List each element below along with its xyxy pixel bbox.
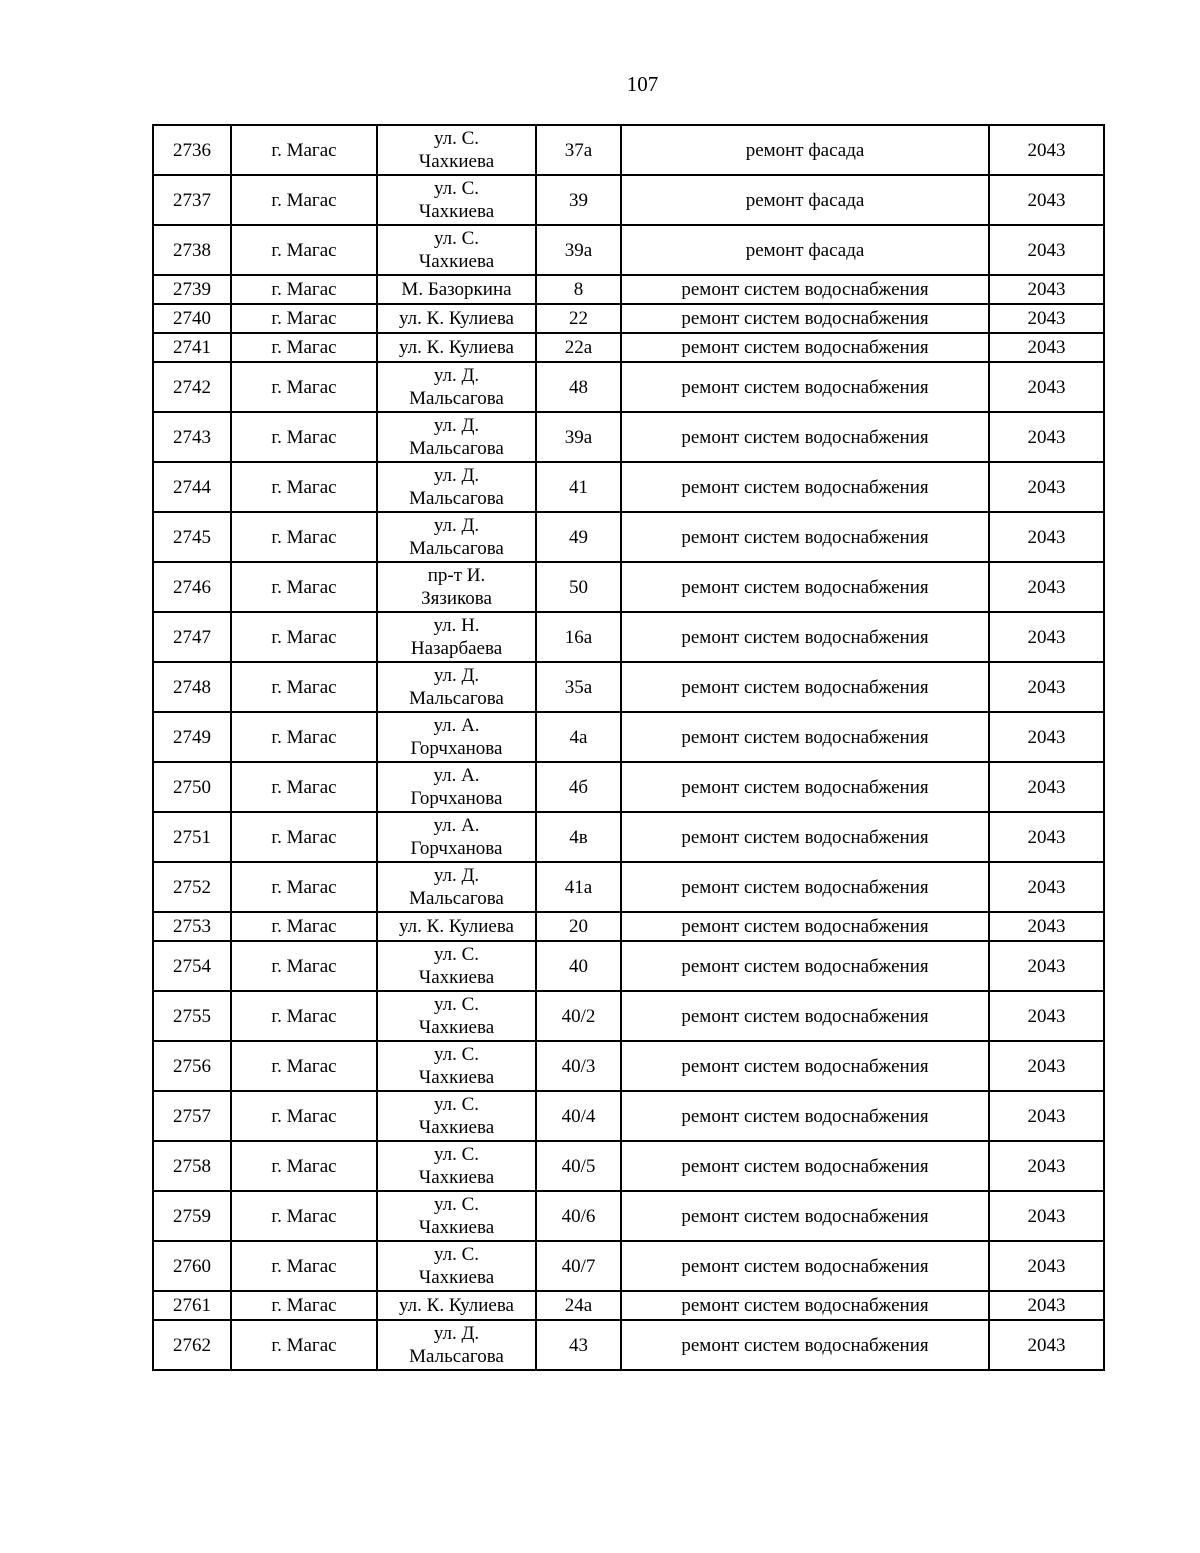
house-number-cell: 50 bbox=[536, 562, 621, 612]
table-row bbox=[153, 1241, 1104, 1291]
work-type-cell: ремонт фасада bbox=[621, 125, 989, 175]
year-cell: 2043 bbox=[989, 362, 1104, 412]
year-cell: 2043 bbox=[989, 175, 1104, 225]
house-number-cell: 40/2 bbox=[536, 991, 621, 1041]
year-cell: 2043 bbox=[989, 1191, 1104, 1241]
row-number-cell: 2748 bbox=[153, 662, 231, 712]
row-number-cell: 2761 bbox=[153, 1291, 231, 1320]
city-cell: г. Магас bbox=[231, 812, 377, 862]
page-number: 107 bbox=[626, 72, 659, 96]
street-cell: М. Базоркина bbox=[377, 275, 536, 304]
year-cell: 2043 bbox=[989, 125, 1104, 175]
house-number-cell: 8 bbox=[536, 275, 621, 304]
city-cell: г. Магас bbox=[231, 562, 377, 612]
year-cell: 2043 bbox=[989, 912, 1104, 941]
street-cell: ул. К. Кулиева bbox=[377, 1291, 536, 1320]
work-type-cell: ремонт фасада bbox=[621, 175, 989, 225]
house-number-cell: 39а bbox=[536, 225, 621, 275]
row-number-cell: 2754 bbox=[153, 941, 231, 991]
city-cell: г. Магас bbox=[231, 175, 377, 225]
work-type-cell: ремонт систем водоснабжения bbox=[621, 412, 989, 462]
row-number-cell: 2757 bbox=[153, 1091, 231, 1141]
row-number-cell: 2759 bbox=[153, 1191, 231, 1241]
street-cell: ул. Д. Мальсагова bbox=[377, 412, 536, 462]
city-cell: г. Магас bbox=[231, 762, 377, 812]
row-number-cell: 2743 bbox=[153, 412, 231, 462]
city-cell: г. Магас bbox=[231, 1291, 377, 1320]
work-type-cell: ремонт систем водоснабжения bbox=[621, 1191, 989, 1241]
table-row bbox=[153, 333, 1104, 362]
table-row bbox=[153, 512, 1104, 562]
house-number-cell: 40 bbox=[536, 941, 621, 991]
year-cell: 2043 bbox=[989, 1320, 1104, 1370]
street-cell: ул. К. Кулиева bbox=[377, 333, 536, 362]
street-cell: ул. Д. Мальсагова bbox=[377, 462, 536, 512]
street-cell: ул. Д. Мальсагова bbox=[377, 862, 536, 912]
work-type-cell: ремонт систем водоснабжения bbox=[621, 275, 989, 304]
row-number-cell: 2753 bbox=[153, 912, 231, 941]
work-type-cell: ремонт систем водоснабжения bbox=[621, 941, 989, 991]
year-cell: 2043 bbox=[989, 412, 1104, 462]
house-number-cell: 48 bbox=[536, 362, 621, 412]
work-type-cell: ремонт систем водоснабжения bbox=[621, 812, 989, 862]
city-cell: г. Магас bbox=[231, 941, 377, 991]
year-cell: 2043 bbox=[989, 762, 1104, 812]
street-cell: пр-т И. Зязикова bbox=[377, 562, 536, 612]
city-cell: г. Магас bbox=[231, 612, 377, 662]
year-cell: 2043 bbox=[989, 862, 1104, 912]
table-row bbox=[153, 1291, 1104, 1320]
house-number-cell: 40/7 bbox=[536, 1241, 621, 1291]
work-type-cell: ремонт систем водоснабжения bbox=[621, 1241, 989, 1291]
street-cell: ул. С. Чахкиева bbox=[377, 991, 536, 1041]
row-number-cell: 2755 bbox=[153, 991, 231, 1041]
city-cell: г. Магас bbox=[231, 1191, 377, 1241]
street-cell: ул. С. Чахкиева bbox=[377, 941, 536, 991]
house-number-cell: 20 bbox=[536, 912, 621, 941]
table-row bbox=[153, 175, 1104, 225]
table-row bbox=[153, 412, 1104, 462]
row-number-cell: 2760 bbox=[153, 1241, 231, 1291]
row-number-cell: 2750 bbox=[153, 762, 231, 812]
house-number-cell: 4б bbox=[536, 762, 621, 812]
year-cell: 2043 bbox=[989, 275, 1104, 304]
table-row bbox=[153, 712, 1104, 762]
year-cell: 2043 bbox=[989, 812, 1104, 862]
city-cell: г. Магас bbox=[231, 225, 377, 275]
house-number-cell: 35а bbox=[536, 662, 621, 712]
table-row bbox=[153, 125, 1104, 175]
year-cell: 2043 bbox=[989, 991, 1104, 1041]
street-cell: ул. С. Чахкиева bbox=[377, 225, 536, 275]
year-cell: 2043 bbox=[989, 225, 1104, 275]
street-cell: ул. Д. Мальсагова bbox=[377, 1320, 536, 1370]
row-number-cell: 2742 bbox=[153, 362, 231, 412]
year-cell: 2043 bbox=[989, 1091, 1104, 1141]
street-cell: ул. Д. Мальсагова bbox=[377, 512, 536, 562]
table-row bbox=[153, 275, 1104, 304]
row-number-cell: 2736 bbox=[153, 125, 231, 175]
row-number-cell: 2738 bbox=[153, 225, 231, 275]
year-cell: 2043 bbox=[989, 1291, 1104, 1320]
row-number-cell: 2741 bbox=[153, 333, 231, 362]
row-number-cell: 2758 bbox=[153, 1141, 231, 1191]
table-row bbox=[153, 1141, 1104, 1191]
street-cell: ул. С. Чахкиева bbox=[377, 1091, 536, 1141]
street-cell: ул. А. Горчханова bbox=[377, 762, 536, 812]
house-number-cell: 41 bbox=[536, 462, 621, 512]
work-type-cell: ремонт систем водоснабжения bbox=[621, 562, 989, 612]
row-number-cell: 2762 bbox=[153, 1320, 231, 1370]
house-number-cell: 22 bbox=[536, 304, 621, 333]
house-number-cell: 37а bbox=[536, 125, 621, 175]
row-number-cell: 2745 bbox=[153, 512, 231, 562]
street-cell: ул. А. Горчханова bbox=[377, 712, 536, 762]
table-row bbox=[153, 912, 1104, 941]
street-cell: ул. Н. Назарбаева bbox=[377, 612, 536, 662]
work-type-cell: ремонт систем водоснабжения bbox=[621, 612, 989, 662]
work-type-cell: ремонт систем водоснабжения bbox=[621, 712, 989, 762]
row-number-cell: 2756 bbox=[153, 1041, 231, 1091]
city-cell: г. Магас bbox=[231, 1141, 377, 1191]
house-number-cell: 40/6 bbox=[536, 1191, 621, 1241]
year-cell: 2043 bbox=[989, 333, 1104, 362]
city-cell: г. Магас bbox=[231, 275, 377, 304]
house-number-cell: 4а bbox=[536, 712, 621, 762]
work-type-cell: ремонт систем водоснабжения bbox=[621, 662, 989, 712]
street-cell: ул. С. Чахкиева bbox=[377, 125, 536, 175]
city-cell: г. Магас bbox=[231, 712, 377, 762]
city-cell: г. Магас bbox=[231, 512, 377, 562]
city-cell: г. Магас bbox=[231, 125, 377, 175]
work-type-cell: ремонт систем водоснабжения bbox=[621, 912, 989, 941]
house-number-cell: 39а bbox=[536, 412, 621, 462]
table-row bbox=[153, 462, 1104, 512]
year-cell: 2043 bbox=[989, 304, 1104, 333]
year-cell: 2043 bbox=[989, 562, 1104, 612]
table-row bbox=[153, 362, 1104, 412]
row-number-cell: 2747 bbox=[153, 612, 231, 662]
work-type-cell: ремонт систем водоснабжения bbox=[621, 762, 989, 812]
city-cell: г. Магас bbox=[231, 1091, 377, 1141]
house-number-cell: 24а bbox=[536, 1291, 621, 1320]
city-cell: г. Магас bbox=[231, 1320, 377, 1370]
city-cell: г. Магас bbox=[231, 412, 377, 462]
city-cell: г. Магас bbox=[231, 862, 377, 912]
work-type-cell: ремонт систем водоснабжения bbox=[621, 862, 989, 912]
year-cell: 2043 bbox=[989, 1041, 1104, 1091]
work-type-cell: ремонт систем водоснабжения bbox=[621, 991, 989, 1041]
year-cell: 2043 bbox=[989, 712, 1104, 762]
city-cell: г. Магас bbox=[231, 304, 377, 333]
row-number-cell: 2744 bbox=[153, 462, 231, 512]
row-number-cell: 2752 bbox=[153, 862, 231, 912]
city-cell: г. Магас bbox=[231, 1241, 377, 1291]
table-row bbox=[153, 225, 1104, 275]
street-cell: ул. С. Чахкиева bbox=[377, 1241, 536, 1291]
work-type-cell: ремонт систем водоснабжения bbox=[621, 1141, 989, 1191]
house-number-cell: 41а bbox=[536, 862, 621, 912]
street-cell: ул. С. Чахкиева bbox=[377, 1041, 536, 1091]
work-type-cell: ремонт систем водоснабжения bbox=[621, 512, 989, 562]
table-row bbox=[153, 1091, 1104, 1141]
street-cell: ул. С. Чахкиева bbox=[377, 1191, 536, 1241]
table-row bbox=[153, 1320, 1104, 1370]
house-number-cell: 40/4 bbox=[536, 1091, 621, 1141]
house-number-cell: 4в bbox=[536, 812, 621, 862]
year-cell: 2043 bbox=[989, 941, 1104, 991]
house-number-cell: 39 bbox=[536, 175, 621, 225]
work-type-cell: ремонт систем водоснабжения bbox=[621, 362, 989, 412]
table-row bbox=[153, 941, 1104, 991]
table-row bbox=[153, 1191, 1104, 1241]
house-number-cell: 40/3 bbox=[536, 1041, 621, 1091]
work-type-cell: ремонт систем водоснабжения bbox=[621, 333, 989, 362]
row-number-cell: 2737 bbox=[153, 175, 231, 225]
year-cell: 2043 bbox=[989, 612, 1104, 662]
street-cell: ул. К. Кулиева bbox=[377, 912, 536, 941]
house-number-cell: 43 bbox=[536, 1320, 621, 1370]
work-type-cell: ремонт фасада bbox=[621, 225, 989, 275]
city-cell: г. Магас bbox=[231, 662, 377, 712]
city-cell: г. Магас bbox=[231, 462, 377, 512]
table-row bbox=[153, 812, 1104, 862]
street-cell: ул. Д. Мальсагова bbox=[377, 362, 536, 412]
year-cell: 2043 bbox=[989, 1141, 1104, 1191]
work-type-cell: ремонт систем водоснабжения bbox=[621, 1091, 989, 1141]
table-row bbox=[153, 862, 1104, 912]
work-type-cell: ремонт систем водоснабжения bbox=[621, 1041, 989, 1091]
house-number-cell: 40/5 bbox=[536, 1141, 621, 1191]
year-cell: 2043 bbox=[989, 1241, 1104, 1291]
table-row bbox=[153, 991, 1104, 1041]
work-type-cell: ремонт систем водоснабжения bbox=[621, 1320, 989, 1370]
work-type-cell: ремонт систем водоснабжения bbox=[621, 1291, 989, 1320]
city-cell: г. Магас bbox=[231, 362, 377, 412]
table-row bbox=[153, 762, 1104, 812]
year-cell: 2043 bbox=[989, 662, 1104, 712]
table-row bbox=[153, 304, 1104, 333]
work-type-cell: ремонт систем водоснабжения bbox=[621, 462, 989, 512]
city-cell: г. Магас bbox=[231, 333, 377, 362]
year-cell: 2043 bbox=[989, 462, 1104, 512]
row-number-cell: 2739 bbox=[153, 275, 231, 304]
street-cell: ул. А. Горчханова bbox=[377, 812, 536, 862]
works-table bbox=[152, 124, 1105, 1371]
table-row bbox=[153, 612, 1104, 662]
row-number-cell: 2746 bbox=[153, 562, 231, 612]
table-row bbox=[153, 662, 1104, 712]
row-number-cell: 2749 bbox=[153, 712, 231, 762]
row-number-cell: 2751 bbox=[153, 812, 231, 862]
table-body bbox=[153, 125, 1104, 1370]
work-type-cell: ремонт систем водоснабжения bbox=[621, 304, 989, 333]
house-number-cell: 22а bbox=[536, 333, 621, 362]
city-cell: г. Магас bbox=[231, 1041, 377, 1091]
street-cell: ул. К. Кулиева bbox=[377, 304, 536, 333]
table-row bbox=[153, 562, 1104, 612]
city-cell: г. Магас bbox=[231, 991, 377, 1041]
table-row bbox=[153, 1041, 1104, 1091]
street-cell: ул. С. Чахкиева bbox=[377, 1141, 536, 1191]
house-number-cell: 49 bbox=[536, 512, 621, 562]
house-number-cell: 16а bbox=[536, 612, 621, 662]
street-cell: ул. С. Чахкиева bbox=[377, 175, 536, 225]
row-number-cell: 2740 bbox=[153, 304, 231, 333]
street-cell: ул. Д. Мальсагова bbox=[377, 662, 536, 712]
year-cell: 2043 bbox=[989, 512, 1104, 562]
city-cell: г. Магас bbox=[231, 912, 377, 941]
